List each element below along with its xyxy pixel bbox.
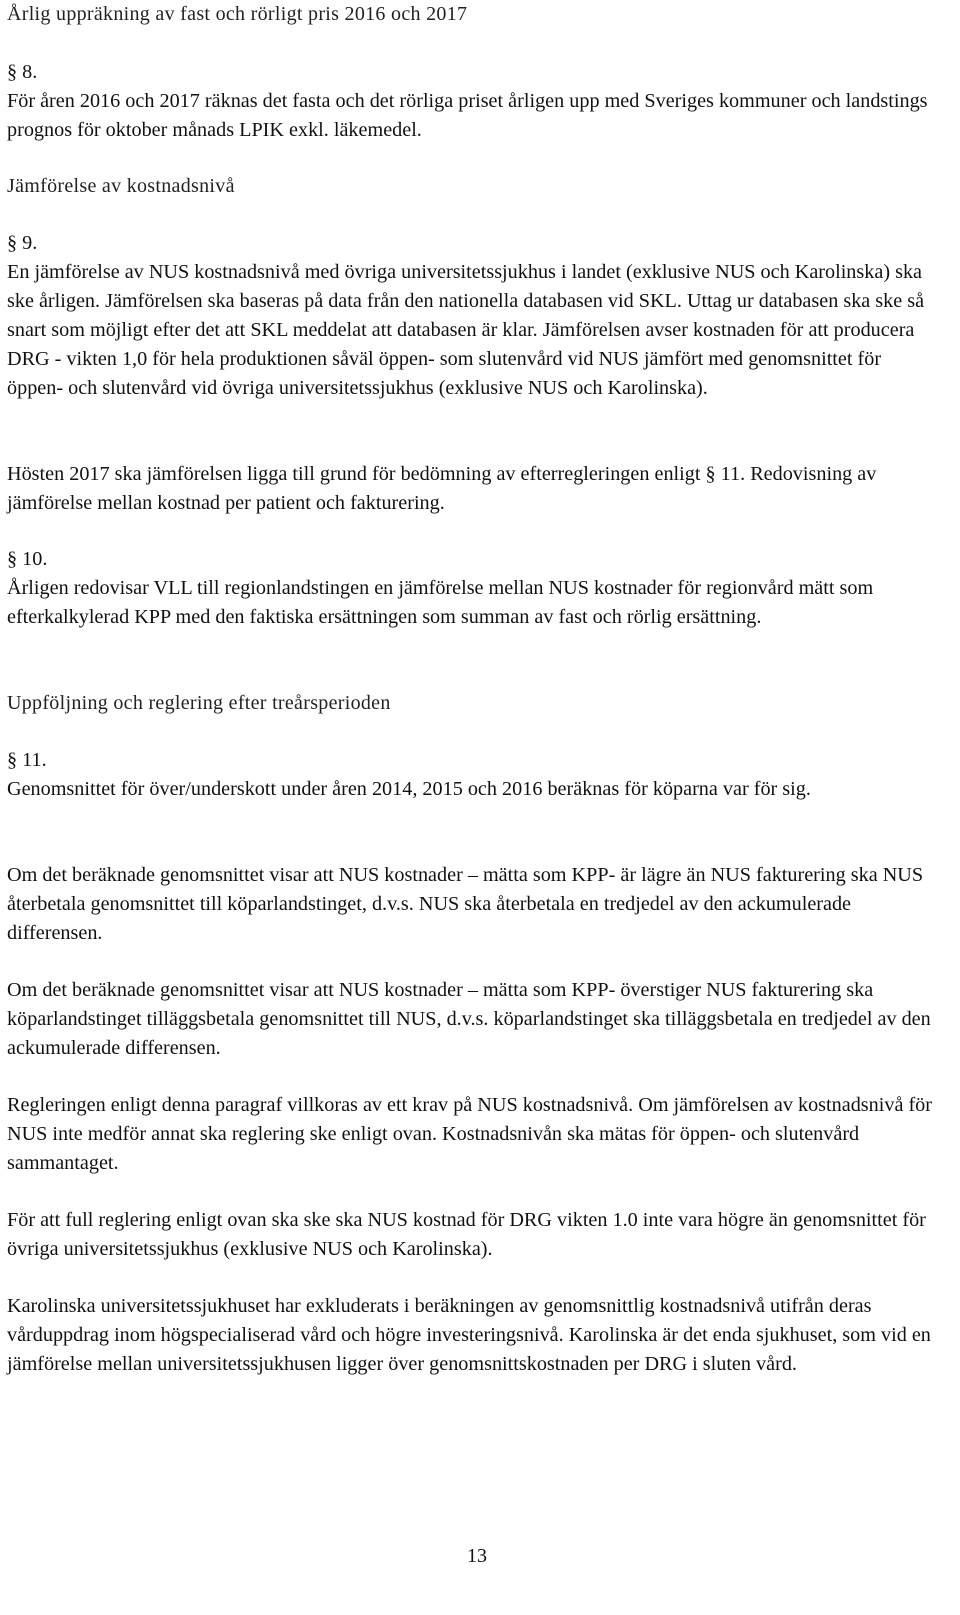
page-number: 13: [467, 1545, 487, 1567]
paragraph-11-text-3: Om det beräknade genomsnittet visar att NUS kostnader – mätta som KPP- överstiger NUS fakturering ska köparlandstinget tilläggsbetala genomsnittet till NUS, d.v.s. köparlandstinget ska tilläggsbetala en tredjedel av den ackumulerade differensen.: [7, 979, 931, 1059]
paragraph-11-text-5: För att full reglering enligt ovan ska ske ska NUS kostnad för DRG vikten 1.0 inte vara högre än genomsnittet för övriga universitetssjukhus (exklusive NUS och Karolinska).: [7, 1209, 926, 1260]
paragraph-9-text-2: Hösten 2017 ska jämförelsen ligga till grund för bedömning av efterregleringen enligt § 11. Redovisning av jämförelse mellan kostnad per patient och fakturering.: [7, 463, 877, 514]
section-heading-price-adjustment: Årlig uppräkning av fast och rörligt pris 2016 och 2017: [7, 3, 468, 25]
paragraph-10-text: Årligen redovisar VLL till regionlandstingen en jämförelse mellan NUS kostnader för regionvård mätt som efterkalkylerad KPP med den faktiska ersättningen som summan av fast och rörlig ersättning.: [7, 577, 874, 628]
paragraph-number-10: § 10.: [7, 548, 48, 570]
paragraph-11-text-4: Regleringen enligt denna paragraf villkoras av ett krav på NUS kostnadsnivå. Om jämförelsen av kostnadsnivå för NUS inte medför annat ska reglering ske enligt ovan. Kostnadsnivån ska mätas för öppen- och slutenvård sammantaget.: [7, 1094, 932, 1174]
section-heading-follow-up: Uppföljning och reglering efter treårsperioden: [7, 692, 391, 714]
paragraph-9-text-1: En jämförelse av NUS kostnadsnivå med övriga universitetssjukhus i landet (exklusive NUS och Karolinska) ska ske årligen. Jämförelsen ska baseras på data från den nationella databasen vid SKL. Uttag ur databasen ska ske så snart som möjligt efter det att SKL meddelat att databasen är klar. Jämförelsen avser kostnaden för att producera DRG - vikten 1,0 för hela produktionen såväl öppen- som slutenvård vid NUS jämfört med genomsnittet för öppen- och slutenvård vid övriga universitetssjukhus (exklusive NUS och Karolinska).: [7, 261, 925, 399]
paragraph-number-8: § 8.: [7, 61, 38, 83]
paragraph-11-text-1: Genomsnittet för över/underskott under åren 2014, 2015 och 2016 beräknas för köparna var för sig.: [7, 778, 811, 800]
paragraph-11-text-2: Om det beräknade genomsnittet visar att NUS kostnader – mätta som KPP- är lägre än NUS fakturering ska NUS återbetala genomsnittet till köparlandstinget, d.v.s. NUS ska återbetala en tredjedel av den ackumulerade differensen.: [7, 864, 924, 944]
section-heading-cost-comparison: Jämförelse av kostnadsnivå: [7, 175, 235, 197]
paragraph-11-text-6: Karolinska universitetssjukhuset har exkluderats i beräkningen av genomsnittlig kostnadsnivå utifrån deras vårduppdrag inom högspecialiserad vård och högre investeringsnivå. Karolinska är det enda sjukhuset, som vid en jämförelse mellan universitetssjukhusen ligger över genomsnittskostnaden per DRG i sluten vård.: [7, 1295, 931, 1375]
paragraph-number-11: § 11.: [7, 749, 47, 771]
paragraph-8-text: För åren 2016 och 2017 räknas det fasta och det rörliga priset årligen upp med Sveriges kommuner och landstings prognos för oktober månads LPIK exkl. läkemedel.: [7, 90, 928, 141]
paragraph-number-9: § 9.: [7, 232, 38, 254]
